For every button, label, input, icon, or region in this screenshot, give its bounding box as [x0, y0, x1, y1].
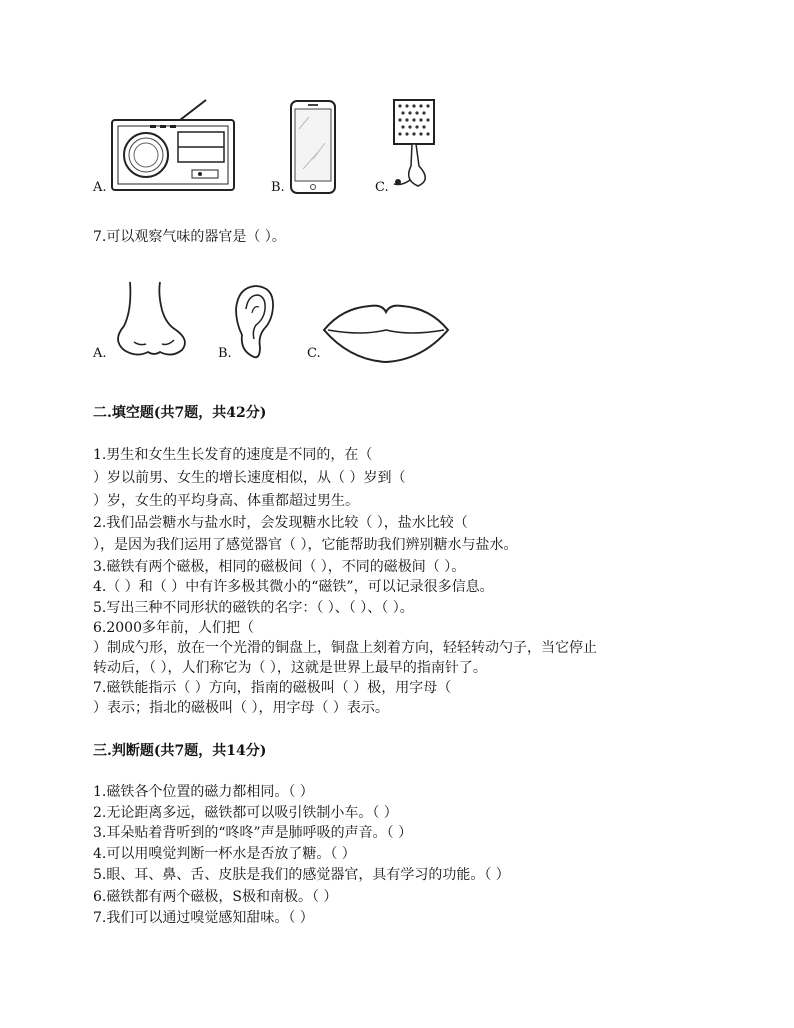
- fill-line: 3.磁铁有两个磁极，相同的磁极间（ ），不同的磁极间（ ）。: [93, 559, 466, 575]
- fill-line: ）岁以前男、女生的增长速度相似，从（ ）岁到（: [93, 470, 406, 486]
- q7-option-b-label: B.: [218, 346, 232, 361]
- table-lamp-image: [388, 96, 440, 196]
- section2-heading: 二.填空题(共7题，共42分): [93, 405, 267, 421]
- judge-line: 3.耳朵贴着背听到的“咚咚”声是肺呼吸的声音。（ ）: [93, 825, 413, 841]
- q7-question: 7.可以观察气味的器官是（ ）。: [93, 229, 286, 245]
- judge-line: 5.眼、耳、鼻、舌、皮肤是我们的感觉器官，具有学习的功能。（ ）: [93, 867, 510, 883]
- judge-line: 6.磁铁都有两个磁极，S极和南极。（ ）: [93, 889, 338, 905]
- radio-image: [108, 96, 238, 196]
- ear-image: [232, 283, 276, 361]
- lips-image: [322, 300, 450, 364]
- q6-option-a-label: A.: [93, 180, 107, 195]
- judge-line: 7.我们可以通过嗅觉感知甜味。（ ）: [93, 910, 314, 926]
- q6-option-b-label: B.: [271, 180, 285, 195]
- fill-line: 6.2000多年前，人们把（: [93, 620, 254, 636]
- fill-line: 4.（ ）和（ ）中有许多极其微小的“磁铁”，可以记录很多信息。: [93, 579, 494, 595]
- judge-line: 1.磁铁各个位置的磁力都相同。（ ）: [93, 784, 314, 800]
- nose-image: [110, 280, 190, 360]
- fill-line: ），是因为我们运用了感觉器官（ ），它能帮助我们辨别糖水与盐水。: [93, 537, 518, 553]
- q7-option-a-label: A.: [93, 346, 107, 361]
- fill-line: 1.男生和女生生长发育的速度是不同的，在（: [93, 447, 373, 463]
- q7-option-c-label: C.: [307, 346, 321, 361]
- fill-line: 2.我们品尝糖水与盐水时，会发现糖水比较（ ），盐水比较（: [93, 515, 468, 531]
- judge-line: 4.可以用嗅觉判断一杯水是否放了糖。（ ）: [93, 846, 356, 862]
- fill-line: ）表示；指北的磁极叫（ ），用字母（ ）表示。: [93, 700, 389, 716]
- section3-heading: 三.判断题(共7题，共14分): [93, 743, 267, 759]
- fill-line: 转动后，（ ），人们称它为（ ），这就是世界上最早的指南针了。: [93, 660, 487, 676]
- smartphone-image: [289, 99, 337, 195]
- fill-line: ）制成勺形，放在一个光滑的铜盘上，铜盘上刻着方向，轻轻转动勺子，当它停止: [93, 640, 597, 656]
- fill-line: 5.写出三种不同形状的磁铁的名字：（ ）、（ ）、（ ）。: [93, 600, 414, 616]
- judge-line: 2.无论距离多远，磁铁都可以吸引铁制小车。（ ）: [93, 805, 398, 821]
- q6-option-c-label: C.: [375, 180, 389, 195]
- fill-line: ）岁，女生的平均身高、体重都超过男生。: [93, 493, 359, 509]
- fill-line: 7.磁铁能指示（ ）方向，指南的磁极叫（ ）极，用字母（: [93, 680, 452, 696]
